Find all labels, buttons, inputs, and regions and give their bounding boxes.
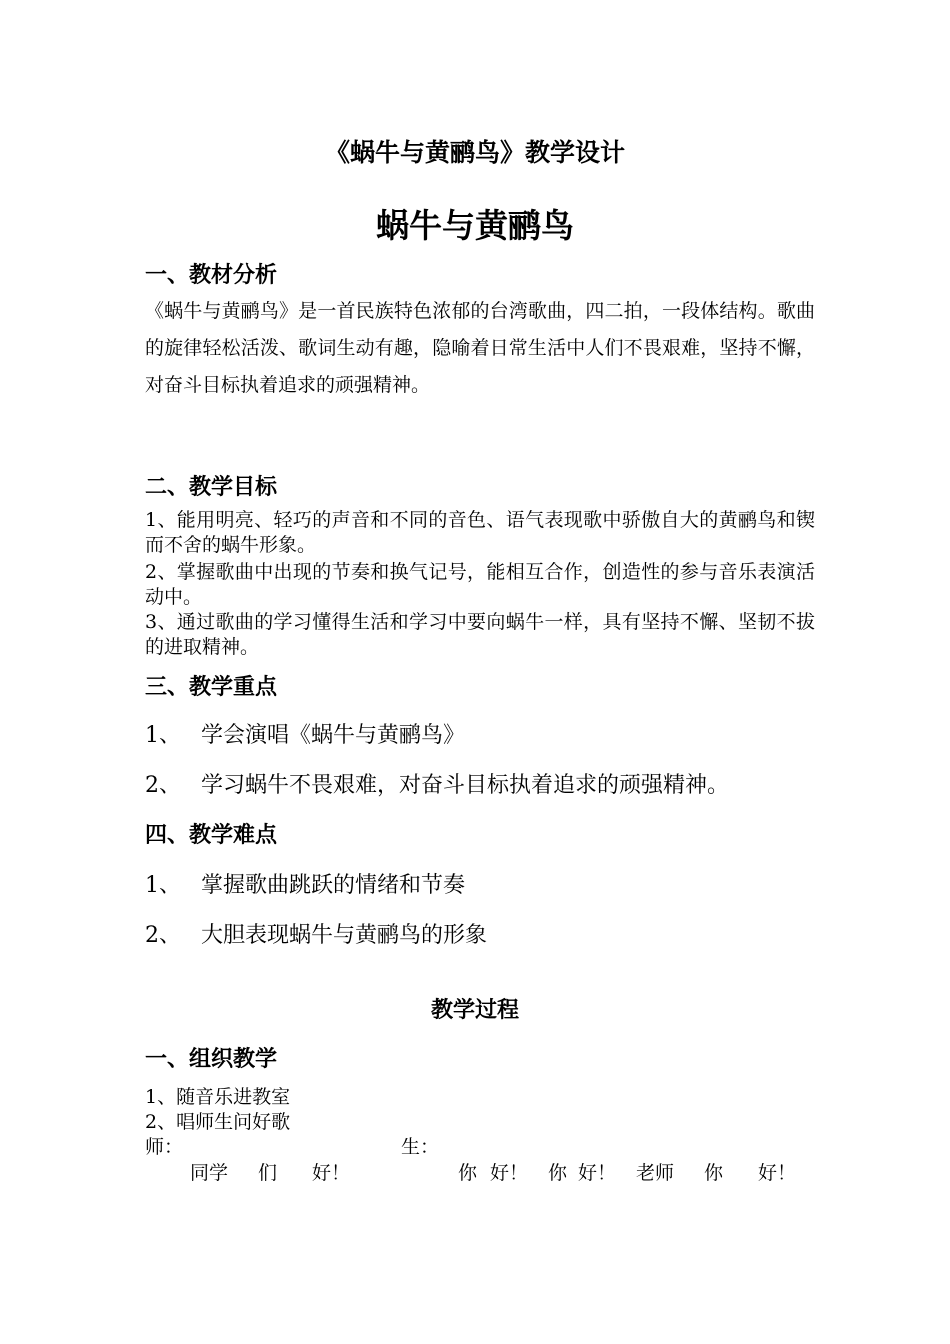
student-label: 生：	[401, 1136, 440, 1158]
item-text: 学习蜗牛不畏艰难，对奋斗目标执着追求的顽强精神。	[201, 773, 730, 798]
student-word: 老师	[636, 1162, 675, 1184]
item-number: 1、	[145, 873, 181, 898]
organize-line-1: 1、随音乐进教室	[145, 1086, 291, 1108]
student-word: 好！	[758, 1162, 797, 1184]
teacher-label: 师：	[145, 1136, 184, 1158]
difficulty-item-1	[145, 868, 465, 899]
key-point-item-2	[145, 768, 729, 799]
item-text: 掌握歌曲跳跃的情绪和节奏	[201, 873, 466, 898]
section-heading-goals: 二、教学目标	[145, 474, 278, 500]
student-word: 你	[548, 1162, 568, 1184]
teacher-word: 们	[258, 1162, 278, 1184]
section-heading-analysis: 一、教材分析	[145, 262, 278, 288]
process-heading: 教学过程	[430, 997, 519, 1023]
student-word: 好！	[490, 1162, 529, 1184]
song-title: 蜗牛与黄鹂鸟	[376, 206, 574, 245]
item-text: 大胆表现蜗牛与黄鹂鸟的形象	[201, 923, 488, 948]
goal-item-2: 2、掌握歌曲中出现的节奏和换气记号，能相互合作，创造性的参与音乐表演活动中。	[145, 561, 815, 608]
organize-line-2: 2、唱师生问好歌	[145, 1111, 291, 1133]
document-title: 《蜗牛与黄鹂鸟》教学设计	[324, 138, 625, 167]
teacher-word: 同学	[190, 1162, 229, 1184]
item-number: 1、	[145, 723, 181, 748]
key-point-item-1	[145, 718, 465, 749]
section-heading-organize: 一、组织教学	[145, 1046, 278, 1072]
goal-item-3: 3、通过歌曲的学习懂得生活和学习中要向蜗牛一样，具有坚持不懈、坚韧不拔的进取精神。	[145, 611, 815, 658]
goal-item-1: 1、能用明亮、轻巧的声音和不同的音色、语气表现歌中骄傲自大的黄鹂鸟和锲而不舍的蜗牛形象。	[145, 509, 815, 556]
item-text: 学会演唱《蜗牛与黄鹂鸟》	[201, 723, 466, 748]
item-number: 2、	[145, 923, 181, 948]
teacher-word: 好！	[312, 1162, 351, 1184]
section-heading-key-points: 三、教学重点	[145, 674, 278, 700]
student-word: 你	[458, 1162, 478, 1184]
student-word: 你	[704, 1162, 724, 1184]
difficulty-item-2	[145, 918, 487, 949]
analysis-paragraph: 《蜗牛与黄鹂鸟》是一首民族特色浓郁的台湾歌曲，四二拍，一段体结构。歌曲的旋律轻松活泼、歌词生动有趣，隐喻着日常生活中人们不畏艰难，坚持不懈，对奋斗目标执着追求的顽强精神。	[145, 300, 815, 396]
section-heading-difficulties: 四、教学难点	[145, 822, 278, 848]
student-word: 好！	[578, 1162, 617, 1184]
item-number: 2、	[145, 773, 181, 798]
